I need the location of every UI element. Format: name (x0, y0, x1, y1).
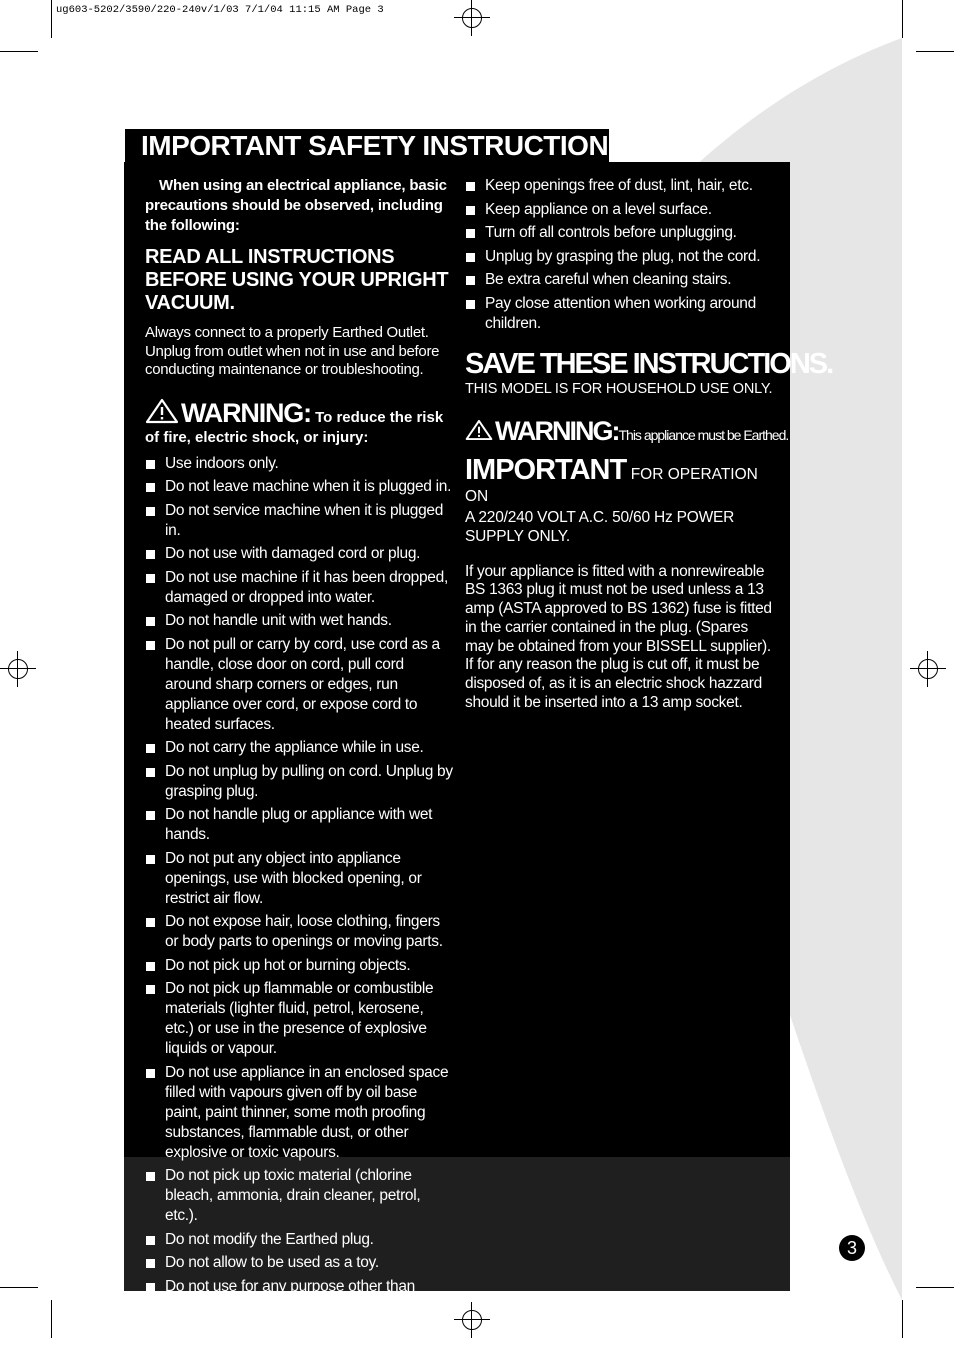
list-item: Do not use appliance in an enclosed space filled with vapours given off by oil base paint, paint thinner, some moth proofing substances, flammable dust, or other explosive or toxic vapours. (145, 1063, 453, 1163)
warning-heading (145, 398, 453, 448)
earthed-outlet-paragraph: Always connect to a properly Earthed Outlet. Unplug from outlet when not in use and before conducting maintenance or troubleshooting. (145, 324, 440, 378)
list-item: Keep openings free of dust, lint, hair, etc. (465, 176, 775, 196)
list-item: Be extra careful when cleaning stairs. (465, 270, 775, 290)
left-column (145, 176, 453, 1364)
intro-text (145, 176, 453, 236)
list-item: Do not put any object into appliance openings, use with blocked opening, or restrict air flow. (145, 849, 453, 909)
warning-triangle-icon (465, 418, 493, 442)
crop-mark-br-h (916, 1287, 954, 1288)
warning-word: WARNING: (495, 415, 619, 446)
warning-word: WARNING: (181, 397, 311, 428)
crop-mark-tl-v (51, 0, 52, 38)
power-supply-note: A 220/240 VOLT A.C. 50/60 Hz POWER SUPPLY ONLY. (465, 508, 735, 545)
earthed-warning (465, 415, 789, 447)
crop-mark-tl-h (0, 51, 38, 52)
list-item: Do not handle unit with wet hands. (145, 611, 453, 631)
list-item: Do not carry the appliance while in use. (145, 738, 453, 758)
list-item: Do not use machine if it has been dropped, damaged or dropped into water. (145, 568, 453, 608)
list-item: Do not handle plug or appliance with wet hands. (145, 805, 453, 845)
print-slug: ug603-5202/3590/220-240v/1/03 7/1/04 11:15 AM Page 3 (56, 4, 384, 16)
earthed-warning-text: This appliance must be Earthed. (618, 426, 789, 443)
list-item: Do not allow to be used as a toy. (145, 1253, 453, 1273)
crop-mark-br-v (902, 1300, 903, 1338)
read-instructions-heading: READ ALL INSTRUCTIONS BEFORE USING YOUR UPRIGHT VACUUM. (145, 246, 449, 314)
intro-text-content: When using an electrical appliance, basic precautions should be observed, including the following: (145, 177, 447, 234)
list-item: Do not pick up hot or burning objects. (145, 956, 453, 976)
list-item: Do not pull or carry by cord, use cord as a handle, close door on cord, pull cord around sharp corners or edges, run appliance over cord, or expose cord to heated surfaces. (145, 635, 453, 735)
household-use-note: THIS MODEL IS FOR HOUSEHOLD USE ONLY. (465, 380, 773, 397)
crop-mark-bl-v (51, 1300, 52, 1338)
list-item: Pay close attention when working around children. (465, 294, 775, 334)
crop-mark-bl-h (0, 1287, 38, 1288)
save-instructions-heading: SAVE THESE INSTRUCTIONS. (465, 347, 833, 380)
list-item: Unplug by grasping the plug, not the cord. (465, 247, 775, 267)
list-item: Turn off all controls before unplugging. (465, 223, 775, 243)
list-item: Do not leave machine when it is plugged in. (145, 477, 453, 497)
registration-mark-left (0, 651, 36, 687)
list-item: Use indoors only. (145, 454, 453, 474)
care-bullet-list (465, 176, 775, 334)
important-word: IMPORTANT (465, 453, 627, 486)
list-item: Do not pick up flammable or combustible materials (lighter fluid, petrol, kerosene, etc.) or use in the presence of explosive liquids or vapour. (145, 979, 453, 1059)
warning-triangle-icon (145, 398, 179, 424)
list-item: Use only manufacturer’s recommended attachments. (145, 1320, 453, 1360)
list-item: Do not use with damaged cord or plug. (145, 544, 453, 564)
registration-mark-top (454, 0, 490, 36)
important-heading (465, 453, 775, 508)
warning-text: To reduce the risk of fire, electric shock, or injury: (145, 408, 444, 446)
fuse-paragraph: If your appliance is fitted with a nonrewireable BS 1363 plug it must not be used unless a 13 amp (ASTA approved to BS 1362) fuse is fitted in the carrier contained in the plug. (Spares may be obtained from your BISSELL supplier). If for any reason the plug is cut off, it must be disposed of, as it is an electric shock hazzard should it be inserted into a 13 amp socket. (465, 562, 772, 712)
registration-mark-bottom (454, 1302, 490, 1338)
page-number: 3 (839, 1235, 865, 1261)
crop-mark-tr-v (902, 0, 903, 38)
list-item: Keep appliance on a level surface. (465, 200, 775, 220)
important-small-text: FOR OPERATION ON (465, 465, 758, 505)
crop-mark-tr-h (916, 51, 954, 52)
list-item: Do not modify the Earthed plug. (145, 1230, 453, 1250)
list-item: Do not use for any purpose other than described in this User’s Guide. (145, 1277, 453, 1317)
safety-bullet-list (145, 454, 453, 1361)
list-item: Do not expose hair, loose clothing, fingers or body parts to openings or moving parts. (145, 912, 453, 952)
page-title: IMPORTANT SAFETY INSTRUCTIONS (125, 129, 609, 163)
list-item: Do not unplug by pulling on cord. Unplug by grasping plug. (145, 762, 453, 802)
list-item: Do not service machine when it is plugged in. (145, 501, 453, 541)
list-item: Do not pick up toxic material (chlorine bleach, ammonia, drain cleaner, petrol, etc.). (145, 1166, 453, 1226)
registration-mark-right (910, 651, 946, 687)
right-column (465, 176, 833, 713)
